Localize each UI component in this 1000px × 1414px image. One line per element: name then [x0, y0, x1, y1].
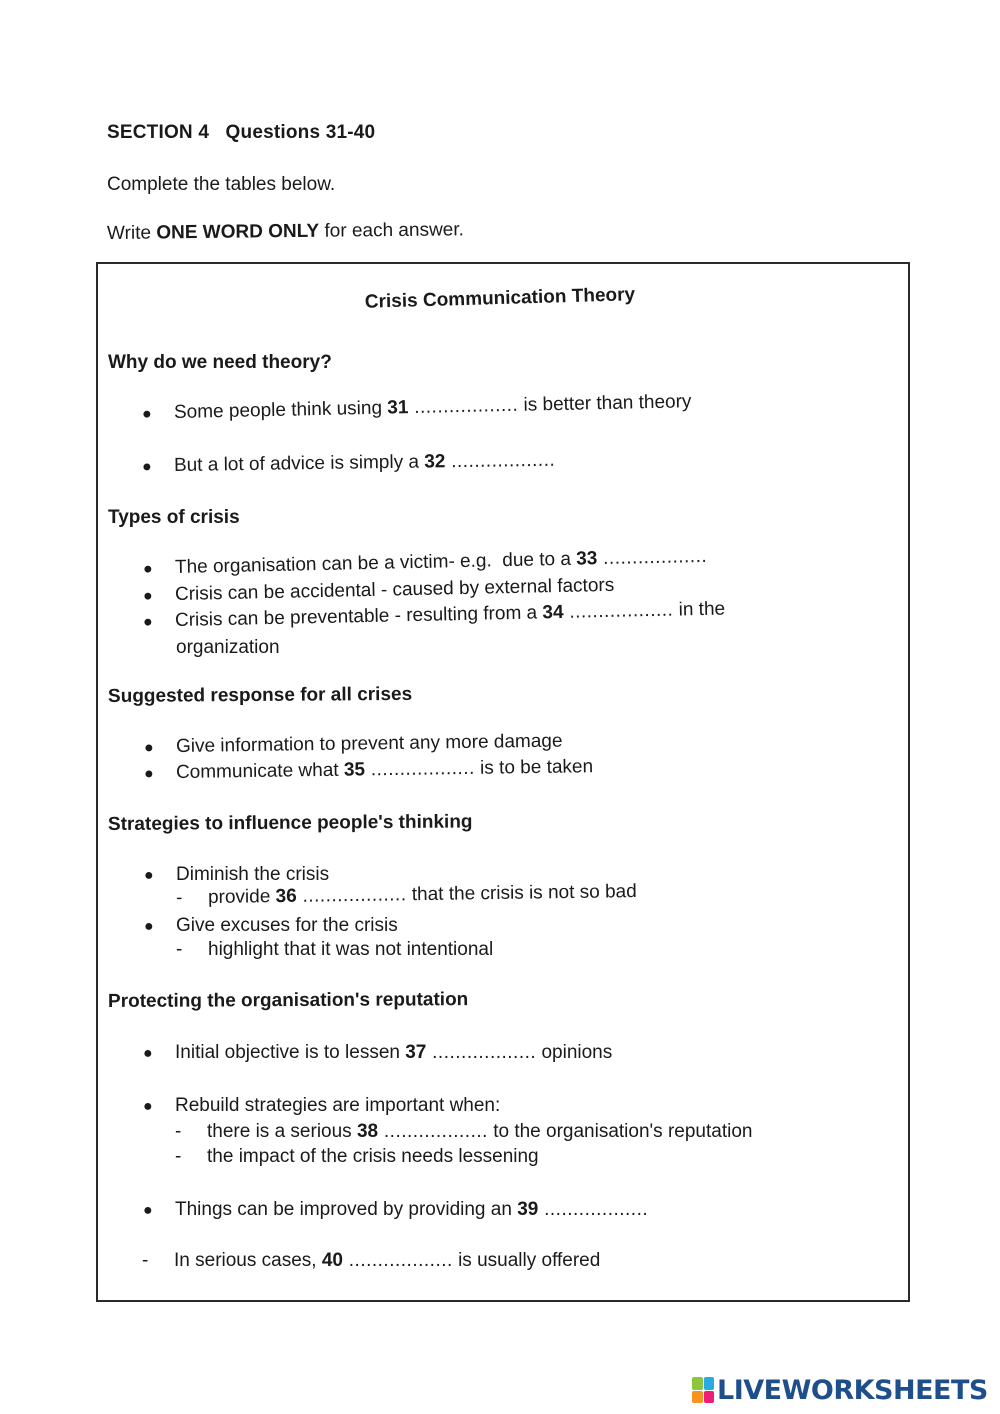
answer-blank-34[interactable]: .................. — [563, 599, 674, 623]
item-excuses-text: Give excuses for the crisis — [176, 915, 398, 936]
question-number-32: 32 — [424, 451, 446, 473]
liveworksheets-logo[interactable] — [692, 1372, 988, 1408]
item-35-text: Communicate what — [175, 759, 345, 784]
subitem-not-intentional — [176, 939, 494, 961]
item-33-text: The organisation can be a victim- e.g. due to a — [174, 548, 577, 579]
item-31-after: is better than theory — [518, 391, 692, 416]
item-40-text: In serious cases, — [174, 1250, 322, 1271]
question-number-38: 38 — [356, 1121, 379, 1142]
item-39 — [143, 1199, 649, 1221]
item-40-after: is usually offered — [452, 1250, 601, 1271]
answer-blank-31[interactable]: .................. — [408, 394, 519, 419]
item-37 — [143, 1042, 613, 1064]
item-37-after: opinions — [536, 1042, 613, 1063]
subitem-38-after: to the organisation's reputation — [487, 1121, 753, 1142]
item-rebuild — [143, 1095, 501, 1117]
instruction-write-pre: Write — [106, 222, 157, 244]
item-39-text: Things can be improved by providing an — [175, 1199, 518, 1220]
answer-blank-32[interactable]: .................. — [445, 449, 556, 473]
question-number-36: 36 — [275, 885, 297, 908]
bullet-icon: ● — [141, 458, 152, 476]
heading-strategies: Strategies to influence people's thinking — [107, 811, 473, 835]
answer-blank-39[interactable]: .................. — [538, 1199, 649, 1220]
instruction-write — [107, 219, 464, 245]
answer-blank-35[interactable]: .................. — [364, 757, 475, 781]
item-35-after: is to be taken — [474, 756, 594, 779]
subitem-38-text: there is a serious — [207, 1121, 357, 1142]
item-32-text: But a lot of advice is simply a — [173, 451, 425, 477]
item-31-text: Some people think using — [173, 397, 388, 424]
answer-blank-38[interactable]: .................. — [378, 1121, 488, 1142]
item-excuses — [144, 915, 398, 937]
subitem-36-text: provide — [207, 886, 276, 909]
answer-blank-40[interactable]: .................. — [342, 1250, 453, 1271]
answer-blank-36[interactable]: .................. — [296, 884, 407, 907]
dash-marker: - — [175, 887, 183, 909]
item-40 — [142, 1250, 601, 1272]
section-heading: SECTION 4 Questions 31-40 — [107, 122, 376, 143]
subitem-impact — [175, 1146, 539, 1168]
bullet-icon: ● — [143, 1098, 153, 1115]
bullet-icon: ● — [144, 918, 154, 935]
liveworksheets-logo-icon — [692, 1377, 714, 1403]
item-34-after: in the — [673, 598, 726, 621]
item-34-text: Crisis can be preventable - resulting from a — [174, 602, 543, 632]
instruction-write-post: for each answer. — [319, 219, 464, 242]
bullet-icon: ● — [143, 765, 154, 783]
bullet-icon: ● — [144, 867, 154, 884]
heading-types-crisis: Types of crisis — [108, 507, 240, 528]
liveworksheets-logo-text: LIVEWORKSHEETS — [717, 1374, 988, 1406]
subitem-not-intentional-text: highlight that it was not intentional — [208, 939, 494, 960]
instruction-write-bold: ONE WORD ONLY — [156, 220, 320, 244]
bullet-icon: ● — [143, 739, 154, 757]
bullet-icon: ● — [142, 613, 153, 631]
heading-why-theory: Why do we need theory? — [108, 352, 332, 373]
dash-marker: - — [142, 1250, 149, 1271]
item-accidental-text: Crisis can be accidental - caused by external factors — [174, 574, 615, 606]
item-diminish-text: Diminish the crisis — [176, 864, 330, 885]
dash-marker: - — [175, 1121, 182, 1142]
dash-marker: - — [175, 1146, 182, 1167]
question-number-37: 37 — [405, 1042, 427, 1063]
question-number-33: 33 — [576, 548, 598, 570]
bullet-icon: ● — [142, 560, 153, 578]
bullet-icon: ● — [143, 1045, 153, 1062]
bullet-icon: ● — [141, 405, 152, 423]
bullet-icon: ● — [143, 1202, 153, 1219]
question-number-35: 35 — [343, 759, 366, 781]
heading-protecting: Protecting the organisation's reputation — [107, 989, 469, 1012]
subitem-impact-text: the impact of the crisis needs lessening — [207, 1146, 539, 1167]
subitem-38 — [175, 1121, 753, 1143]
answer-blank-33[interactable]: .................. — [597, 545, 708, 570]
answer-blank-37[interactable]: .................. — [426, 1042, 537, 1063]
bullet-icon: ● — [142, 587, 153, 605]
heading-suggested-response: Suggested response for all crises — [107, 683, 413, 707]
item-rebuild-text: Rebuild strategies are important when: — [175, 1095, 501, 1116]
question-number-31: 31 — [387, 397, 409, 419]
question-number-40: 40 — [321, 1250, 343, 1271]
subitem-36-after: that the crisis is not so bad — [406, 881, 637, 906]
dash-marker: - — [176, 939, 183, 960]
item-give-information-text: Give information to prevent any more damage — [175, 730, 563, 758]
item-diminish — [144, 864, 330, 886]
question-number-34: 34 — [542, 601, 564, 624]
box-title: Crisis Communication Theory — [364, 284, 636, 313]
question-number-39: 39 — [517, 1199, 539, 1220]
item-34-continuation: organization — [176, 637, 280, 658]
instruction-complete: Complete the tables below. — [107, 174, 336, 195]
item-37-text: Initial objective is to lessen — [175, 1042, 406, 1063]
